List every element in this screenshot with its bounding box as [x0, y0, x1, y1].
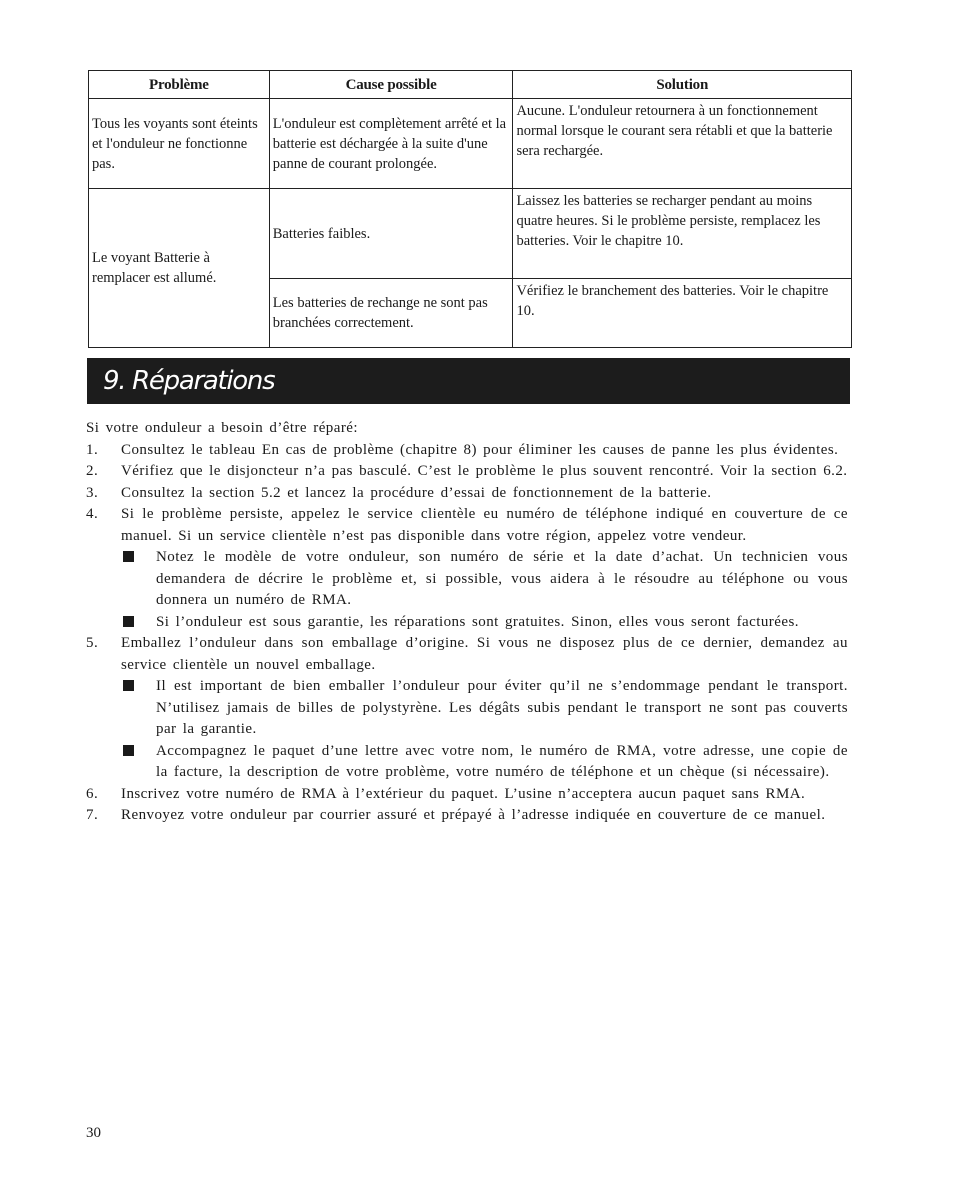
table-header-row	[89, 71, 852, 99]
square-bullet-icon	[123, 745, 134, 756]
bullet-text: Si l’onduleur est sous garantie, les réparations sont gratuites. Sinon, elles vous seront facturées.	[156, 613, 799, 630]
step-number: 1.	[86, 441, 99, 458]
step-text: Vérifiez que le disjoncteur n’a pas basculé. C’est le problème le plus souvent rencontré. Voir la section 6.2.	[121, 463, 848, 479]
list-item	[86, 805, 848, 827]
step-number: 6.	[86, 785, 99, 802]
section-banner	[87, 358, 850, 404]
page-number: 30	[86, 1125, 101, 1141]
cause-cell: Les batteries de rechange ne sont pas branchées correctement.	[269, 279, 513, 348]
bullet-text: Notez le modèle de votre onduleur, son numéro de série et la date d’achat. Un technicien vous demandera de décrire le problème et, si possible, vous aidera à le résoudre au téléphone ou vous donnera un numéro de RMA.	[156, 549, 848, 608]
list-item	[86, 440, 848, 462]
solution-cell: Aucune. L'onduleur retournera à un fonctionnement normal lorsque le courant sera rétabli et que la batterie sera rechargée.	[513, 99, 852, 189]
troubleshooting-table	[88, 70, 852, 348]
table-row	[89, 99, 852, 189]
problem-cell: Le voyant Batterie à remplacer est allumé.	[89, 189, 270, 348]
step-text: Si le problème persiste, appelez le service clientèle eu numéro de téléphone indiqué en couverture de ce manuel. Si un service clientèle n’est pas disponible dans votre région, appelez votre vendeur.	[121, 506, 848, 544]
intro-text: Si votre onduleur a besoin d’être réparé:	[86, 420, 359, 436]
list-item	[86, 633, 848, 784]
sub-list	[121, 547, 848, 633]
list-item	[86, 784, 848, 806]
header-solution: Solution	[513, 71, 852, 99]
sub-list-item	[121, 612, 848, 634]
step-text: Renvoyez votre onduleur par courrier assuré et prépayé à l’adresse indiquée en couverture de ce manuel.	[121, 807, 826, 823]
steps-list	[86, 440, 848, 827]
step-text: Consultez la section 5.2 et lancez la procédure d’essai de fonctionnement de la batterie.	[121, 484, 712, 501]
list-item	[86, 461, 848, 483]
cause-cell: Batteries faibles.	[269, 189, 513, 279]
sub-list	[121, 676, 848, 784]
step-text: Inscrivez votre numéro de RMA à l’extérieur du paquet. L’usine n’acceptera aucun paquet sans RMA.	[121, 785, 806, 802]
bullet-text: Il est important de bien emballer l’onduleur pour éviter qu’il ne s’endommage pendant le transport. N’utilisez jamais de billes de polystyrène. Les dégâts subis pendant le transport ne sont pas couverts par la garantie.	[156, 678, 848, 737]
step-number: 4.	[86, 506, 99, 522]
solution-cell: Vérifiez le branchement des batteries. Voir le chapitre 10.	[513, 279, 852, 348]
square-bullet-icon	[123, 551, 134, 562]
step-number: 5.	[86, 635, 99, 651]
header-probleme: Problème	[89, 71, 270, 99]
sub-list-item	[121, 741, 848, 784]
step-text: Consultez le tableau En cas de problème (chapitre 8) pour éliminer les causes de panne les plus évidentes.	[121, 441, 839, 458]
table-row	[89, 189, 852, 279]
step-text: Emballez l’onduleur dans son emballage d’origine. Si vous ne disposez plus de ce dernier, demandez au service clientèle un nouvel emballage.	[121, 635, 848, 673]
cause-cell: L'onduleur est complètement arrêté et la batterie est déchargée à la suite d'une panne de courant prolongée.	[269, 99, 513, 189]
section-title: 9. Réparations	[103, 366, 275, 396]
square-bullet-icon	[123, 680, 134, 691]
list-item	[86, 483, 848, 505]
step-number: 7.	[86, 807, 99, 823]
solution-cell: Laissez les batteries se recharger pendant au moins quatre heures. Si le problème persiste, remplacez les batteries. Voir le chapitre 10.	[513, 189, 852, 279]
bullet-text: Accompagnez le paquet d’une lettre avec votre nom, le numéro de RMA, votre adresse, une copie de la facture, la description de votre problème, votre numéro de téléphone et un chèque (si nécessaire).	[156, 742, 848, 780]
sub-list-item	[121, 676, 848, 741]
list-item	[86, 504, 848, 633]
step-number: 2.	[86, 463, 99, 479]
problem-cell: Tous les voyants sont éteints et l'onduleur ne fonctionne pas.	[89, 99, 270, 189]
header-cause-possible: Cause possible	[269, 71, 513, 99]
square-bullet-icon	[123, 616, 134, 627]
repair-instructions	[86, 418, 848, 827]
step-number: 3.	[86, 484, 99, 501]
sub-list-item	[121, 547, 848, 612]
